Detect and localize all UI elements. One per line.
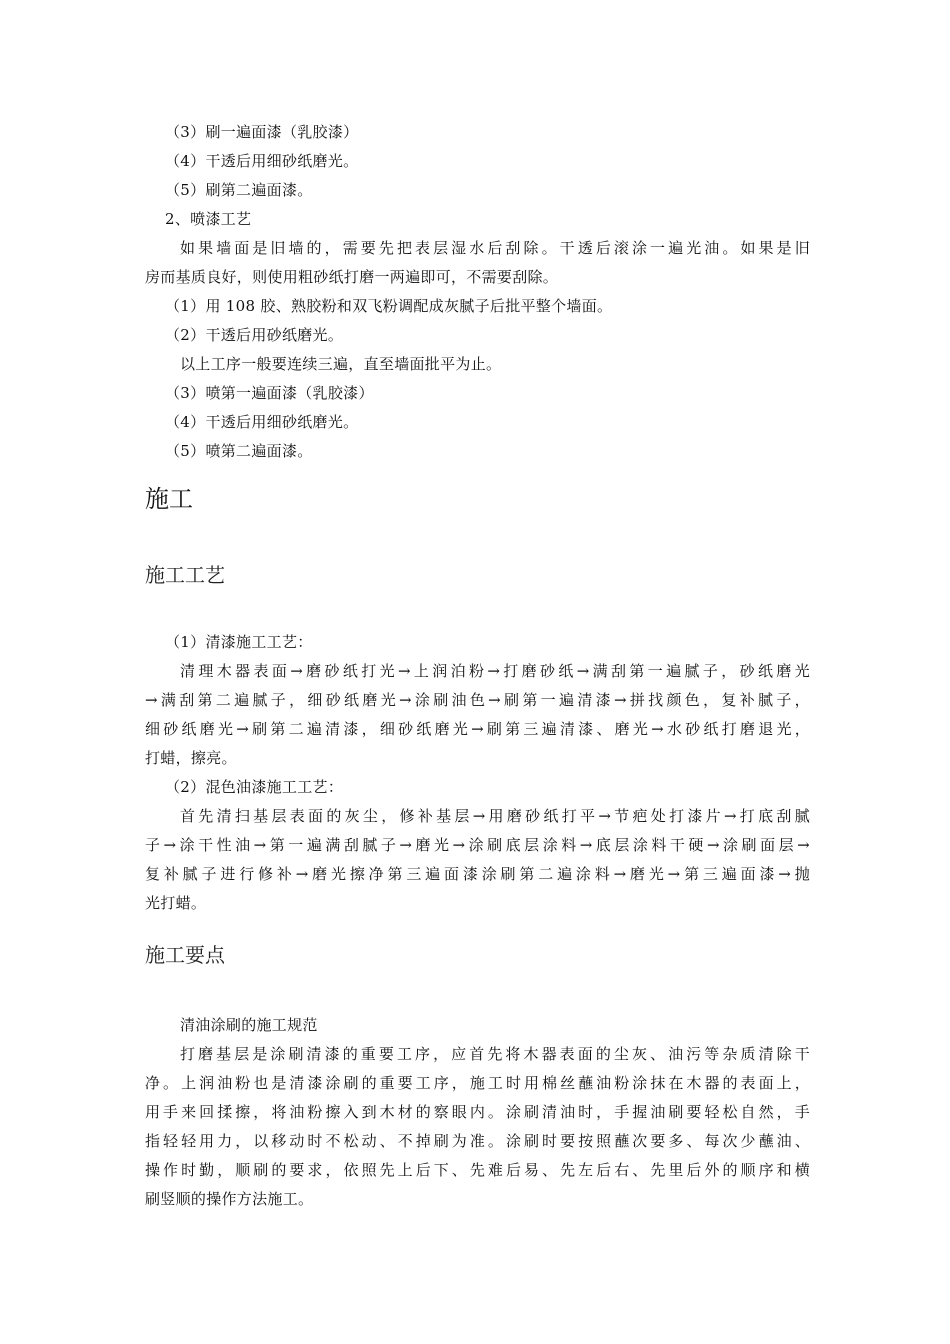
paragraph-line: 刷竖顺的操作方法施工。 [145,1190,314,1208]
item-title: （1）清漆施工工艺： [165,633,313,651]
paragraph-line: 净。上润油粉也是清漆涂刷的重要工序，施工时用棉丝蘸油粉涂抹在木器的表面上， [145,1074,810,1092]
main-heading: 施工 [145,485,193,513]
paragraph-line: 光打蜡。 [145,894,207,912]
step-line: （2）干透后用砂纸磨光。 [165,326,344,344]
item-title: （2）混色油漆施工工艺： [165,778,344,796]
step-line: （4）干透后用细砂纸磨光。 [165,413,359,431]
paragraph-line: 操作时勤，顺刷的要求，依照先上后下、先难后易、先左后右、先里后外的顺序和横 [145,1161,810,1179]
paragraph-line: 打磨基层是涂刷清漆的重要工序，应首先将木器表面的尘灰、油污等杂质清除干 [180,1045,810,1063]
paragraph-line: 房而基质良好，则使用粗砂纸打磨一两遍即可，不需要刮除。 [145,268,559,286]
paragraph-line: 清理木器表面→磨砂纸打光→上润泊粉→打磨砂纸→满刮第一遍腻子，砂纸磨光 [180,662,810,680]
paragraph-line: 指轻轻用力，以移动时不松动、不掉刷为准。涂刷时要按照蘸次要多、每次少蘸油、 [145,1132,810,1150]
step-line: （3）喷第一遍面漆（乳胶漆） [165,384,374,402]
paragraph-line: →满刮第二遍腻子，细砂纸磨光→涂刷油色→刷第一遍清漆→拼找颜色，复补腻子， [145,691,810,709]
paragraph-line: 如果墙面是旧墙的，需要先把表层湿水后刮除。干透后滚涂一遍光油。如果是旧 [180,239,810,257]
subsection-title: 清油涂刷的施工规范 [180,1016,318,1034]
step-line: （4）干透后用细砂纸磨光。 [165,152,359,170]
paragraph-line: 以上工序一般要连续三遍，直至墙面批平为止。 [180,355,502,373]
step-line: （1）用 108 胶、熟胶粉和双飞粉调配成灰腻子后批平整个墙面。 [165,297,613,315]
step-line: （5）喷第二遍面漆。 [165,442,313,460]
subsection-title: 2、喷漆工艺 [165,210,252,228]
step-line: （5）刷第二遍面漆。 [165,181,313,199]
paragraph-line: 打蜡，擦亮。 [145,749,237,767]
section-heading-key-points: 施工要点 [145,943,225,967]
paragraph-line: 复补腻子进行修补→磨光擦净第三遍面漆涂刷第二遍涂料→磨光→第三遍面漆→抛 [145,865,810,883]
section-heading-process: 施工工艺 [145,563,225,587]
paragraph-line: 子→涂干性油→第一遍满刮腻子→磨光→涂刷底层涂料→底层涂料干硬→涂刷面层→ [145,836,810,854]
paragraph-line: 首先清扫基层表面的灰尘，修补基层→用磨砂纸打平→节疤处打漆片→打底刮腻 [180,807,810,825]
paragraph-line: 用手来回揉擦，将油粉擦入到木材的察眼内。涂刷清油时，手握油刷要轻松自然，手 [145,1103,810,1121]
paragraph-line: 细砂纸磨光→刷第二遍清漆，细砂纸磨光→刷第三遍清漆、磨光→水砂纸打磨退光， [145,720,810,738]
step-line: （3）刷一遍面漆（乳胶漆） [165,123,359,141]
